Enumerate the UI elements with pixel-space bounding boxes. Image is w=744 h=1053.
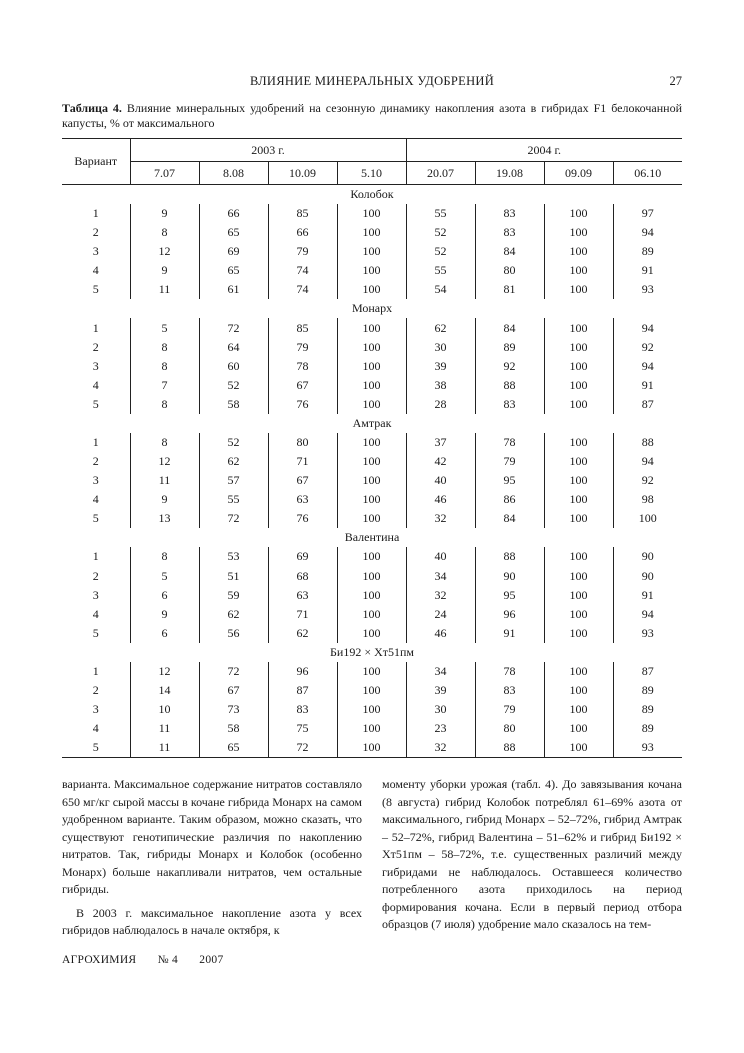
value-cell: 100 <box>544 662 613 681</box>
variant-cell: 3 <box>92 702 99 717</box>
hybrid-name: Колобок <box>350 187 394 201</box>
value-cell: 30 <box>406 338 475 357</box>
value-cell: 32 <box>406 509 475 528</box>
value-cell: 65 <box>199 223 268 242</box>
variant-cell: 2 <box>92 568 99 583</box>
table-row <box>62 547 682 566</box>
value-cell: 100 <box>544 433 613 452</box>
value-cell: 100 <box>337 338 406 357</box>
variant-cell: 5 <box>92 396 99 411</box>
value-cell: 46 <box>406 490 475 509</box>
value-cell: 56 <box>199 624 268 643</box>
value-cell: 24 <box>406 605 475 624</box>
value-cell: 12 <box>130 452 199 471</box>
value-cell: 62 <box>268 624 337 643</box>
value-cell: 65 <box>199 261 268 280</box>
value-cell: 89 <box>475 338 544 357</box>
value-cell: 65 <box>199 738 268 758</box>
value-cell: 11 <box>130 719 199 738</box>
value-cell: 88 <box>475 547 544 566</box>
value-cell: 8 <box>130 223 199 242</box>
value-cell: 30 <box>406 700 475 719</box>
value-cell: 100 <box>337 376 406 395</box>
value-cell: 100 <box>544 242 613 261</box>
value-cell: 54 <box>406 280 475 299</box>
value-cell: 100 <box>544 567 613 586</box>
value-cell: 6 <box>130 586 199 605</box>
value-cell: 83 <box>475 223 544 242</box>
value-cell: 100 <box>337 433 406 452</box>
value-cell: 72 <box>199 318 268 337</box>
value-cell: 8 <box>130 395 199 414</box>
value-cell: 73 <box>199 700 268 719</box>
value-cell: 62 <box>199 605 268 624</box>
value-cell: 100 <box>544 490 613 509</box>
value-cell: 9 <box>130 605 199 624</box>
page-number: 27 <box>669 74 682 88</box>
value-cell: 92 <box>613 338 682 357</box>
value-cell: 83 <box>475 204 544 223</box>
value-cell: 55 <box>406 261 475 280</box>
variant-cell: 5 <box>62 738 130 758</box>
value-cell: 42 <box>406 452 475 471</box>
value-cell: 67 <box>199 681 268 700</box>
paragraph: моменту уборки урожая (табл. 4). До завязывания кочана (8 августа) гибрид Колобок потреблял 61–69% азота от максимального, гибрид Монарх – 52–72%, гибрид Амтрак – 52–72%, гибрид Валентина – 51–62% и гибрид Би192 × Хт51пм – 58–72%, т.е. существенных различий между гибридами не наблюдалось. Оставшееся количество потребленного азота приходилось на период формирования кочана. Если в первый период отбора образцов (7 июля) удобрение мало сказалось на тем- <box>382 777 682 931</box>
variant-cell: 4 <box>92 492 99 507</box>
value-cell: 57 <box>199 471 268 490</box>
variant-cell: 1 <box>92 206 99 221</box>
value-cell: 88 <box>475 376 544 395</box>
table-row <box>62 204 682 223</box>
variant-cell: 4 <box>92 377 99 392</box>
value-cell: 79 <box>475 452 544 471</box>
value-cell: 100 <box>337 547 406 566</box>
variant-cell: 3 <box>92 587 99 602</box>
running-head <box>62 74 682 92</box>
value-cell: 100 <box>337 509 406 528</box>
value-cell: 60 <box>199 357 268 376</box>
value-cell: 8 <box>130 338 199 357</box>
value-cell: 100 <box>337 223 406 242</box>
variant-cell: 5 <box>92 511 99 526</box>
value-cell: 12 <box>130 242 199 261</box>
value-cell: 91 <box>613 261 682 280</box>
value-cell: 39 <box>406 357 475 376</box>
date-header: 10.09 <box>268 162 337 185</box>
table-row <box>62 700 682 719</box>
value-cell: 9 <box>130 261 199 280</box>
value-cell: 87 <box>613 395 682 414</box>
value-cell: 100 <box>544 700 613 719</box>
table-caption-text: Влияние минеральных удобрений на сезонную динамику накопления азота в гибридах F1 белокочанной капусты, % от максимального <box>62 101 683 130</box>
date-header: 09.09 <box>544 162 613 185</box>
value-cell: 12 <box>130 662 199 681</box>
value-cell: 98 <box>613 490 682 509</box>
value-cell: 69 <box>199 242 268 261</box>
value-cell: 75 <box>268 719 337 738</box>
value-cell: 100 <box>337 662 406 681</box>
variant-cell: 2 <box>92 683 99 698</box>
value-cell: 72 <box>199 509 268 528</box>
value-cell: 100 <box>544 719 613 738</box>
running-title: ВЛИЯНИЕ МИНЕРАЛЬНЫХ УДОБРЕНИЙ <box>249 74 495 88</box>
value-cell: 83 <box>475 395 544 414</box>
value-cell: 100 <box>337 471 406 490</box>
value-cell: 100 <box>337 395 406 414</box>
table-row <box>62 624 682 643</box>
hybrid-name: Амтрак <box>352 415 392 430</box>
value-cell: 100 <box>544 280 613 299</box>
table-row <box>62 433 682 452</box>
value-cell: 5 <box>130 567 199 586</box>
paragraph: В 2003 г. максимальное накопление азота у всех гибридов наблюдалось в начале октября, к <box>62 905 362 937</box>
data-table <box>62 138 682 758</box>
value-cell: 71 <box>268 605 337 624</box>
value-cell: 78 <box>475 433 544 452</box>
value-cell: 84 <box>475 509 544 528</box>
value-cell: 46 <box>406 624 475 643</box>
value-cell: 78 <box>475 662 544 681</box>
table-row <box>62 681 682 700</box>
value-cell: 34 <box>406 662 475 681</box>
value-cell: 67 <box>268 376 337 395</box>
table-row <box>62 509 682 528</box>
value-cell: 11 <box>130 280 199 299</box>
value-cell: 89 <box>613 242 682 261</box>
value-cell: 94 <box>613 357 682 376</box>
value-cell: 96 <box>268 662 337 681</box>
value-cell: 52 <box>199 376 268 395</box>
value-cell: 53 <box>199 547 268 566</box>
hybrid-group-row <box>62 414 682 433</box>
value-cell: 100 <box>544 204 613 223</box>
value-cell: 72 <box>268 738 337 758</box>
value-cell: 37 <box>406 433 475 452</box>
value-cell: 76 <box>268 395 337 414</box>
value-cell: 39 <box>406 681 475 700</box>
variant-cell: 2 <box>92 454 99 469</box>
value-cell: 51 <box>199 567 268 586</box>
table-row <box>62 586 682 605</box>
value-cell: 85 <box>268 204 337 223</box>
value-cell: 100 <box>337 567 406 586</box>
value-cell: 89 <box>613 719 682 738</box>
date-header: 19.08 <box>475 162 544 185</box>
value-cell: 62 <box>199 452 268 471</box>
value-cell: 66 <box>268 223 337 242</box>
value-cell: 9 <box>130 204 199 223</box>
journal-issue: № 4 <box>157 954 179 966</box>
variant-cell: 2 <box>92 339 99 354</box>
value-cell: 81 <box>475 280 544 299</box>
value-cell: 100 <box>544 376 613 395</box>
value-cell: 67 <box>268 471 337 490</box>
hybrid-group-row <box>62 643 682 662</box>
year-header: 2003 г. <box>130 139 406 162</box>
table-row <box>62 223 682 242</box>
variant-cell: 1 <box>92 549 99 564</box>
value-cell: 58 <box>199 719 268 738</box>
value-cell: 100 <box>544 738 613 758</box>
value-cell: 79 <box>268 242 337 261</box>
table-row <box>62 357 682 376</box>
table-row <box>62 490 682 509</box>
value-cell: 14 <box>130 681 199 700</box>
value-cell: 100 <box>337 357 406 376</box>
value-cell: 100 <box>544 338 613 357</box>
value-cell: 100 <box>337 261 406 280</box>
value-cell: 34 <box>406 567 475 586</box>
value-cell: 89 <box>613 700 682 719</box>
date-header: 06.10 <box>613 162 682 185</box>
value-cell: 80 <box>475 261 544 280</box>
table-row <box>62 452 682 471</box>
table-row <box>62 261 682 280</box>
value-cell: 94 <box>613 452 682 471</box>
value-cell: 90 <box>475 567 544 586</box>
hybrid-group-row <box>62 528 682 547</box>
value-cell: 83 <box>475 681 544 700</box>
value-cell: 66 <box>199 204 268 223</box>
date-header: 8.08 <box>199 162 268 185</box>
hybrid-name: Би192 × Хт51пм <box>330 644 415 659</box>
table-row <box>62 338 682 357</box>
value-cell: 94 <box>613 318 682 337</box>
value-cell: 10 <box>130 700 199 719</box>
table-row <box>62 242 682 261</box>
value-cell: 78 <box>268 357 337 376</box>
value-cell: 94 <box>613 223 682 242</box>
hybrid-group-row <box>62 185 682 205</box>
date-header: 7.07 <box>130 162 199 185</box>
value-cell: 79 <box>268 338 337 357</box>
table-row <box>62 395 682 414</box>
value-cell: 100 <box>337 318 406 337</box>
value-cell: 11 <box>130 738 199 758</box>
journal-year: 2007 <box>199 954 224 966</box>
table-caption <box>62 101 682 131</box>
value-cell: 100 <box>337 681 406 700</box>
value-cell: 32 <box>406 738 475 758</box>
value-cell: 76 <box>268 509 337 528</box>
variant-cell: 4 <box>92 263 99 278</box>
journal-name: АГРОХИМИЯ <box>62 954 137 966</box>
variant-cell: 1 <box>92 320 99 335</box>
value-cell: 79 <box>475 700 544 719</box>
variant-header: Вариант <box>62 139 130 185</box>
body-text-left <box>62 776 362 940</box>
journal-footer <box>62 954 242 966</box>
value-cell: 23 <box>406 719 475 738</box>
value-cell: 74 <box>268 280 337 299</box>
value-cell: 100 <box>337 738 406 758</box>
value-cell: 95 <box>475 586 544 605</box>
value-cell: 88 <box>613 433 682 452</box>
value-cell: 69 <box>268 547 337 566</box>
year-header: 2004 г. <box>406 139 682 162</box>
body-text-right <box>382 776 682 934</box>
value-cell: 52 <box>406 223 475 242</box>
value-cell: 64 <box>199 338 268 357</box>
value-cell: 91 <box>475 624 544 643</box>
value-cell: 94 <box>613 605 682 624</box>
table-row <box>62 567 682 586</box>
value-cell: 9 <box>130 490 199 509</box>
value-cell: 28 <box>406 395 475 414</box>
value-cell: 61 <box>199 280 268 299</box>
value-cell: 95 <box>475 471 544 490</box>
value-cell: 62 <box>406 318 475 337</box>
value-cell: 40 <box>406 547 475 566</box>
value-cell: 52 <box>199 433 268 452</box>
value-cell: 100 <box>337 280 406 299</box>
value-cell: 93 <box>613 624 682 643</box>
value-cell: 6 <box>130 624 199 643</box>
table-row <box>62 280 682 299</box>
value-cell: 100 <box>544 605 613 624</box>
value-cell: 100 <box>337 586 406 605</box>
value-cell: 100 <box>337 700 406 719</box>
value-cell: 90 <box>613 547 682 566</box>
value-cell: 100 <box>544 471 613 490</box>
value-cell: 59 <box>199 586 268 605</box>
date-header: 5.10 <box>337 162 406 185</box>
value-cell: 93 <box>613 280 682 299</box>
table-caption-label: Таблица 4. <box>62 101 122 115</box>
value-cell: 100 <box>337 490 406 509</box>
value-cell: 100 <box>337 624 406 643</box>
value-cell: 90 <box>613 567 682 586</box>
value-cell: 7 <box>130 376 199 395</box>
value-cell: 91 <box>613 586 682 605</box>
value-cell: 55 <box>406 204 475 223</box>
value-cell: 85 <box>268 318 337 337</box>
value-cell: 8 <box>130 547 199 566</box>
value-cell: 84 <box>475 242 544 261</box>
value-cell: 89 <box>613 681 682 700</box>
variant-cell: 2 <box>92 225 99 240</box>
value-cell: 92 <box>475 357 544 376</box>
value-cell: 100 <box>337 452 406 471</box>
hybrid-name: Монарх <box>351 301 393 316</box>
value-cell: 100 <box>544 452 613 471</box>
value-cell: 80 <box>268 433 337 452</box>
value-cell: 100 <box>544 509 613 528</box>
variant-cell: 1 <box>92 663 99 678</box>
value-cell: 38 <box>406 376 475 395</box>
value-cell: 100 <box>544 261 613 280</box>
value-cell: 92 <box>613 471 682 490</box>
value-cell: 58 <box>199 395 268 414</box>
value-cell: 91 <box>613 376 682 395</box>
value-cell: 32 <box>406 586 475 605</box>
value-cell: 100 <box>337 242 406 261</box>
value-cell: 63 <box>268 490 337 509</box>
table-row <box>62 471 682 490</box>
variant-cell: 5 <box>92 282 99 297</box>
table-row <box>62 605 682 624</box>
value-cell: 100 <box>337 204 406 223</box>
date-header: 20.07 <box>406 162 475 185</box>
variant-cell: 4 <box>92 606 99 621</box>
value-cell: 13 <box>130 509 199 528</box>
variant-cell: 3 <box>92 473 99 488</box>
value-cell: 11 <box>130 471 199 490</box>
value-cell: 100 <box>337 605 406 624</box>
value-cell: 71 <box>268 452 337 471</box>
value-cell: 86 <box>475 490 544 509</box>
value-cell: 88 <box>475 738 544 758</box>
variant-cell: 4 <box>92 721 99 736</box>
table-row <box>62 662 682 681</box>
variant-cell: 5 <box>92 625 99 640</box>
value-cell: 100 <box>544 681 613 700</box>
value-cell: 80 <box>475 719 544 738</box>
value-cell: 55 <box>199 490 268 509</box>
paragraph: варианта. Максимальное содержание нитратов составляло 650 мг/кг сырой массы в кочане гибрида Монарх на самом удобренном варианте. Таким образом, можно сказать, что существуют генотипические различия по накоплению нитратов. Так, гибриды Монарх и Колобок (особенно Монарх) больше накапливали нитратов, чем остальные гибриды. <box>62 777 362 896</box>
value-cell: 8 <box>130 357 199 376</box>
value-cell: 100 <box>544 318 613 337</box>
value-cell: 84 <box>475 318 544 337</box>
value-cell: 74 <box>268 261 337 280</box>
value-cell: 40 <box>406 471 475 490</box>
value-cell: 93 <box>613 738 682 758</box>
value-cell: 96 <box>475 605 544 624</box>
value-cell: 8 <box>130 433 199 452</box>
value-cell: 100 <box>544 395 613 414</box>
value-cell: 87 <box>268 681 337 700</box>
value-cell: 100 <box>613 509 682 528</box>
hybrid-name: Валентина <box>344 530 400 545</box>
table-row <box>62 376 682 395</box>
value-cell: 63 <box>268 586 337 605</box>
value-cell: 5 <box>130 318 199 337</box>
value-cell: 100 <box>544 547 613 566</box>
variant-cell: 3 <box>92 244 99 259</box>
table-row <box>62 719 682 738</box>
value-cell: 87 <box>613 662 682 681</box>
value-cell: 97 <box>613 204 682 223</box>
value-cell: 100 <box>544 223 613 242</box>
variant-cell: 3 <box>92 358 99 373</box>
value-cell: 52 <box>406 242 475 261</box>
value-cell: 83 <box>268 700 337 719</box>
value-cell: 100 <box>544 357 613 376</box>
value-cell: 100 <box>337 719 406 738</box>
value-cell: 100 <box>544 586 613 605</box>
variant-cell: 1 <box>92 434 99 449</box>
hybrid-group-row <box>62 299 682 318</box>
table-row <box>62 318 682 337</box>
value-cell: 100 <box>544 624 613 643</box>
value-cell: 72 <box>199 662 268 681</box>
table-row <box>62 738 682 758</box>
value-cell: 68 <box>268 567 337 586</box>
